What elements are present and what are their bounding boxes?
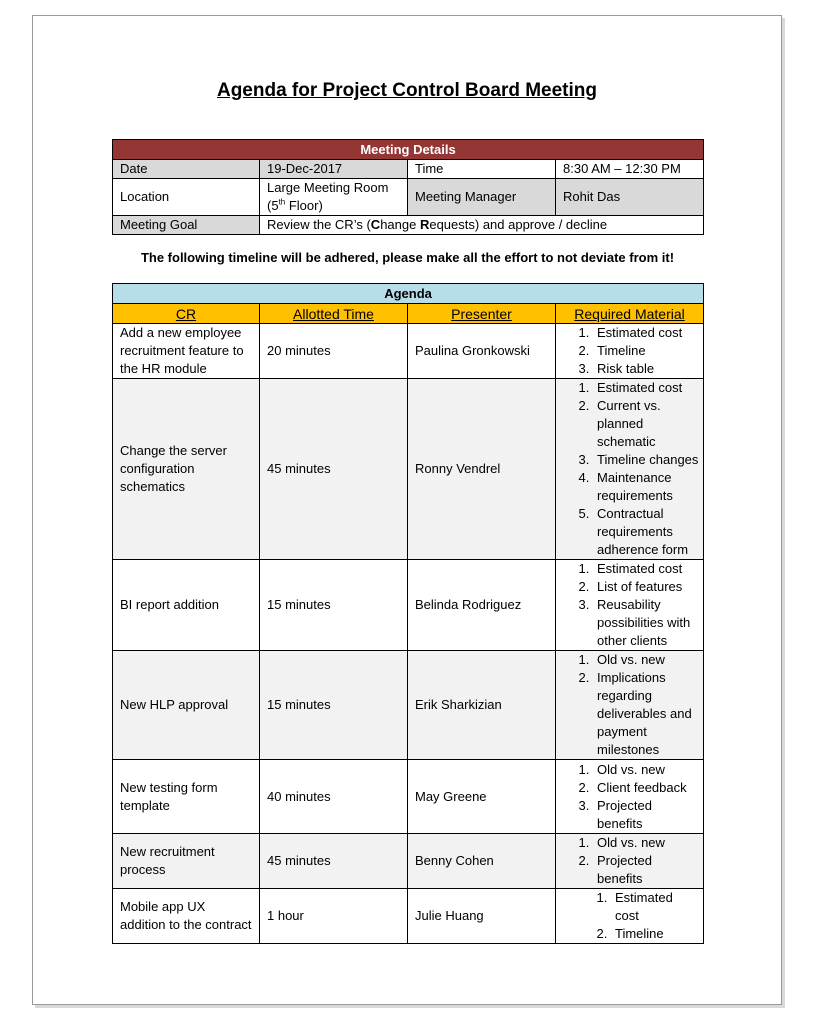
- date-value: 19-Dec-2017: [260, 160, 408, 179]
- location-label: Location: [113, 179, 260, 216]
- time-value: 8:30 AM – 12:30 PM: [556, 160, 704, 179]
- material-cell: [556, 560, 704, 651]
- material-cell: [556, 379, 704, 560]
- location-line2-post: Floor): [285, 198, 323, 213]
- meeting-details-header: Meeting Details: [113, 140, 704, 160]
- presenter-cell: Julie Huang: [408, 889, 556, 944]
- time-cell: 15 minutes: [260, 560, 408, 651]
- cr-cell: Add a new employee recruitment feature to the HR module: [113, 324, 260, 379]
- presenter-cell: May Greene: [408, 760, 556, 834]
- table-row: [113, 889, 704, 944]
- timeline-instruction: The following timeline will be adhered, please make all the effort to not deviate from it!: [140, 250, 675, 265]
- cr-cell: BI report addition: [113, 560, 260, 651]
- material-item: 2. Timeline: [593, 342, 699, 360]
- table-row: [113, 324, 704, 379]
- material-item: 2. Current vs. planned schematic: [593, 397, 699, 451]
- presenter-cell: Erik Sharkizian: [408, 651, 556, 760]
- page-shadow: [782, 18, 785, 1008]
- goal-text: hange: [380, 217, 420, 232]
- document-title: Agenda for Project Control Board Meeting: [216, 80, 598, 101]
- material-item: 2. Projected benefits: [593, 852, 699, 888]
- column-header-cr: CR: [113, 304, 260, 324]
- time-cell: 1 hour: [260, 889, 408, 944]
- presenter-cell: Ronny Vendrel: [408, 379, 556, 560]
- time-cell: 15 minutes: [260, 651, 408, 760]
- cr-cell: Mobile app UX addition to the contract: [113, 889, 260, 944]
- presenter-cell: Belinda Rodriguez: [408, 560, 556, 651]
- presenter-cell: Benny Cohen: [408, 834, 556, 889]
- cr-cell: New recruitment process: [113, 834, 260, 889]
- manager-value: Rohit Das: [556, 179, 704, 216]
- material-item: 1. Estimated cost: [593, 324, 699, 342]
- time-cell: 45 minutes: [260, 379, 408, 560]
- material-item: 1. Old vs. new: [593, 651, 699, 669]
- material-item: 5. Contractual requirements adherence form: [593, 505, 699, 559]
- column-header-material: Required Material: [556, 304, 704, 324]
- material-item: 3. Reusability possibilities with other clients: [593, 596, 699, 650]
- cr-cell: New testing form template: [113, 760, 260, 834]
- table-row: [113, 834, 704, 889]
- material-cell: [556, 651, 704, 760]
- material-item: 1. Estimated cost: [611, 889, 699, 925]
- material-item: 2. Client feedback: [593, 779, 699, 797]
- page-shadow: [35, 1005, 785, 1008]
- agenda-table: [112, 283, 704, 944]
- time-cell: 45 minutes: [260, 834, 408, 889]
- goal-label: Meeting Goal: [113, 216, 260, 235]
- time-cell: 20 minutes: [260, 324, 408, 379]
- material-item: 4. Maintenance requirements: [593, 469, 699, 505]
- material-item: 1. Old vs. new: [593, 834, 699, 852]
- material-item: 3. Risk table: [593, 360, 699, 378]
- time-cell: 40 minutes: [260, 760, 408, 834]
- material-item: 2. Timeline: [611, 925, 699, 943]
- material-item: 2. List of features: [593, 578, 699, 596]
- date-label: Date: [113, 160, 260, 179]
- material-item: 1. Old vs. new: [593, 761, 699, 779]
- goal-text: equests) and approve / decline: [429, 217, 608, 232]
- meeting-details-table: [112, 139, 704, 235]
- time-label: Time: [408, 160, 556, 179]
- location-line2-sup: th: [278, 197, 286, 207]
- agenda-header: Agenda: [113, 284, 704, 304]
- presenter-cell: Paulina Gronkowski: [408, 324, 556, 379]
- material-item: 1. Estimated cost: [593, 379, 699, 397]
- material-item: 3. Timeline changes: [593, 451, 699, 469]
- material-cell: [556, 760, 704, 834]
- goal-value: [260, 216, 704, 235]
- material-item: 2. Implications regarding deliverables and payment milestones: [593, 669, 699, 759]
- material-item: 3. Projected benefits: [593, 797, 699, 833]
- table-row: [113, 651, 704, 760]
- material-cell: [556, 324, 704, 379]
- location-value: [260, 179, 408, 216]
- material-cell: [556, 834, 704, 889]
- table-row: [113, 760, 704, 834]
- column-header-time: Allotted Time: [260, 304, 408, 324]
- goal-bold-c: C: [370, 217, 381, 232]
- manager-label: Meeting Manager: [408, 179, 556, 216]
- cr-cell: New HLP approval: [113, 651, 260, 760]
- goal-bold-r: R: [419, 217, 430, 232]
- location-line2-pre: (5: [267, 198, 279, 213]
- column-header-presenter: Presenter: [408, 304, 556, 324]
- table-row: [113, 379, 704, 560]
- location-line1: Large Meeting Room: [267, 180, 389, 195]
- material-item: 1. Estimated cost: [593, 560, 699, 578]
- goal-text: Review the CR’s (: [267, 217, 371, 232]
- cr-cell: Change the server configuration schematics: [113, 379, 260, 560]
- table-row: [113, 560, 704, 651]
- material-cell: [556, 889, 704, 944]
